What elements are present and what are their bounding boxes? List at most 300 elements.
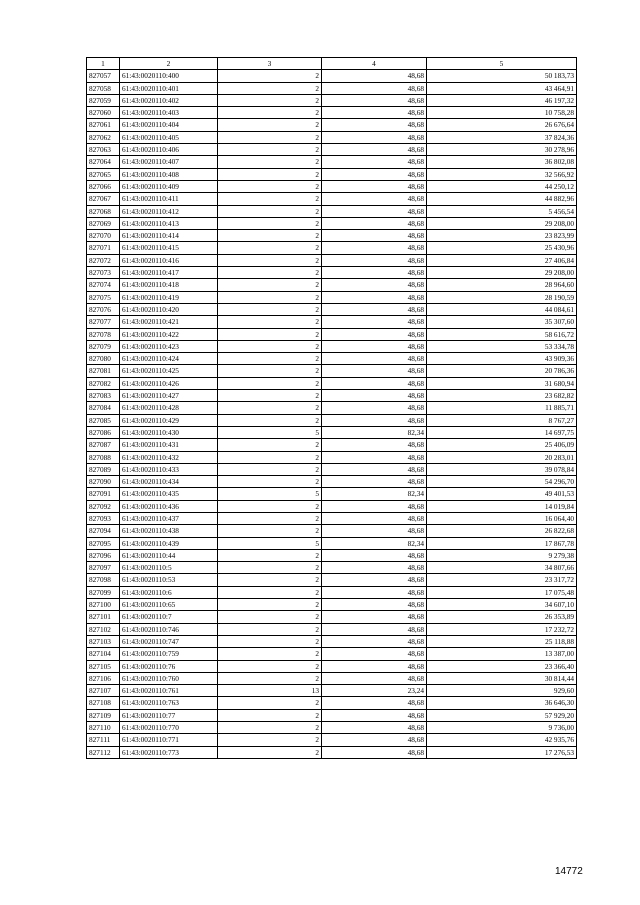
table-cell: 61:43:0020110:763: [120, 697, 218, 709]
table-cell: 31 680,94: [427, 377, 577, 389]
table-row: [87, 476, 577, 488]
table-cell: 48,68: [322, 131, 427, 143]
table-cell: 827110: [87, 722, 120, 734]
table-row: [87, 537, 577, 549]
table-cell: 17 075,48: [427, 586, 577, 598]
table-cell: 2: [218, 562, 322, 574]
table-cell: 30 278,96: [427, 144, 577, 156]
table-cell: 929,60: [427, 685, 577, 697]
table-cell: 61:43:0020110:425: [120, 365, 218, 377]
table-cell: 827107: [87, 685, 120, 697]
table-cell: 827111: [87, 734, 120, 746]
table-cell: 48,68: [322, 599, 427, 611]
table-cell: 43 464,91: [427, 82, 577, 94]
table-row: [87, 623, 577, 635]
table-cell: 827097: [87, 562, 120, 574]
table-cell: 827071: [87, 242, 120, 254]
table-cell: 61:43:0020110:432: [120, 451, 218, 463]
table-row: [87, 267, 577, 279]
table-cell: 48,68: [322, 439, 427, 451]
table-cell: 48,68: [322, 512, 427, 524]
table-row: [87, 414, 577, 426]
table-row: [87, 107, 577, 119]
table-cell: 48,68: [322, 254, 427, 266]
table-row: [87, 353, 577, 365]
table-cell: 2: [218, 611, 322, 623]
table-cell: 2: [218, 734, 322, 746]
table-cell: 25 406,09: [427, 439, 577, 451]
table-cell: 2: [218, 156, 322, 168]
table-cell: 2: [218, 660, 322, 672]
table-cell: 48,68: [322, 328, 427, 340]
table-cell: 37 824,36: [427, 131, 577, 143]
table-cell: 17 867,78: [427, 537, 577, 549]
table-cell: 827082: [87, 377, 120, 389]
table-cell: 2: [218, 94, 322, 106]
table-cell: 61:43:0020110:427: [120, 390, 218, 402]
table-cell: 827080: [87, 353, 120, 365]
table-cell: 2: [218, 242, 322, 254]
table-cell: 2: [218, 377, 322, 389]
table-cell: 61:43:0020110:414: [120, 230, 218, 242]
table-row: [87, 599, 577, 611]
table-cell: 48,68: [322, 463, 427, 475]
column-header-2: 2: [120, 58, 218, 70]
column-header-1: 1: [87, 58, 120, 70]
table-cell: 48,68: [322, 291, 427, 303]
table-cell: 2: [218, 217, 322, 229]
table-cell: 827074: [87, 279, 120, 291]
table-cell: 48,68: [322, 402, 427, 414]
table-cell: 61:43:0020110:418: [120, 279, 218, 291]
table-cell: 827061: [87, 119, 120, 131]
table-cell: 13: [218, 685, 322, 697]
table-row: [87, 574, 577, 586]
table-cell: 827088: [87, 451, 120, 463]
table-cell: 44 250,12: [427, 180, 577, 192]
table-cell: 61:43:0020110:435: [120, 488, 218, 500]
table-cell: 26 353,89: [427, 611, 577, 623]
table-row: [87, 70, 577, 82]
table-cell: 827102: [87, 623, 120, 635]
table-cell: 48,68: [322, 156, 427, 168]
table-cell: 48,68: [322, 635, 427, 647]
table-row: [87, 230, 577, 242]
table-cell: 5 456,54: [427, 205, 577, 217]
table-row: [87, 746, 577, 758]
table-cell: 827069: [87, 217, 120, 229]
table-row: [87, 180, 577, 192]
table-cell: 36 646,30: [427, 697, 577, 709]
table-cell: 827075: [87, 291, 120, 303]
table-row: [87, 340, 577, 352]
table-cell: 16 064,40: [427, 512, 577, 524]
table-cell: 61:43:0020110:401: [120, 82, 218, 94]
table-cell: 2: [218, 316, 322, 328]
table-row: [87, 525, 577, 537]
table-cell: 61:43:0020110:747: [120, 635, 218, 647]
table-cell: 61:43:0020110:5: [120, 562, 218, 574]
table-cell: 28 964,60: [427, 279, 577, 291]
table-cell: 61:43:0020110:7: [120, 611, 218, 623]
table-cell: 48,68: [322, 722, 427, 734]
table-cell: 48,68: [322, 377, 427, 389]
table-cell: 2: [218, 512, 322, 524]
table-row: [87, 242, 577, 254]
table-cell: 48,68: [322, 623, 427, 635]
table-row: [87, 94, 577, 106]
table-cell: 2: [218, 414, 322, 426]
table-cell: 25 118,88: [427, 635, 577, 647]
table-cell: 61:43:0020110:759: [120, 648, 218, 660]
table-cell: 46 197,32: [427, 94, 577, 106]
table-cell: 61:43:0020110:436: [120, 500, 218, 512]
table-cell: 2: [218, 205, 322, 217]
table-cell: 14 019,84: [427, 500, 577, 512]
table-row: [87, 562, 577, 574]
table-cell: 827064: [87, 156, 120, 168]
table-cell: 39 078,84: [427, 463, 577, 475]
table-row: [87, 635, 577, 647]
table-cell: 35 307,60: [427, 316, 577, 328]
table-cell: 61:43:0020110:413: [120, 217, 218, 229]
table-row: [87, 549, 577, 561]
table-cell: 827106: [87, 672, 120, 684]
table-cell: 8 767,27: [427, 414, 577, 426]
table-row: [87, 316, 577, 328]
page-number: 14772: [555, 866, 583, 877]
table-cell: 2: [218, 635, 322, 647]
table-cell: 2: [218, 267, 322, 279]
table-cell: 827081: [87, 365, 120, 377]
table-cell: 61:43:0020110:76: [120, 660, 218, 672]
table-row: [87, 205, 577, 217]
table-cell: 2: [218, 574, 322, 586]
table-cell: 827092: [87, 500, 120, 512]
table-cell: 50 183,73: [427, 70, 577, 82]
table-row: [87, 611, 577, 623]
table-cell: 9 279,38: [427, 549, 577, 561]
table-cell: 2: [218, 648, 322, 660]
table-cell: 61:43:0020110:423: [120, 340, 218, 352]
table-cell: 827058: [87, 82, 120, 94]
table-row: [87, 144, 577, 156]
table-cell: 61:43:0020110:746: [120, 623, 218, 635]
table-row: [87, 648, 577, 660]
table-cell: 61:43:0020110:6: [120, 586, 218, 598]
table-cell: 20 283,01: [427, 451, 577, 463]
table-cell: 48,68: [322, 476, 427, 488]
table-cell: 2: [218, 107, 322, 119]
table-cell: 827086: [87, 426, 120, 438]
table-cell: 827078: [87, 328, 120, 340]
table-cell: 827100: [87, 599, 120, 611]
table-cell: 23 317,72: [427, 574, 577, 586]
table-cell: 2: [218, 476, 322, 488]
table-cell: 61:43:0020110:411: [120, 193, 218, 205]
table-cell: 48,68: [322, 107, 427, 119]
table-cell: 5: [218, 488, 322, 500]
table-cell: 61:43:0020110:416: [120, 254, 218, 266]
table-row: [87, 82, 577, 94]
table-cell: 2: [218, 697, 322, 709]
table-cell: 61:43:0020110:403: [120, 107, 218, 119]
table-row: [87, 131, 577, 143]
table-cell: 54 296,70: [427, 476, 577, 488]
table-cell: 2: [218, 230, 322, 242]
table-cell: 827076: [87, 303, 120, 315]
table-cell: 2: [218, 82, 322, 94]
table-cell: 827067: [87, 193, 120, 205]
table-cell: 48,68: [322, 451, 427, 463]
table-cell: 48,68: [322, 340, 427, 352]
table-row: [87, 254, 577, 266]
table-cell: 61:43:0020110:437: [120, 512, 218, 524]
table-cell: 2: [218, 291, 322, 303]
table-cell: 2: [218, 439, 322, 451]
table-cell: 48,68: [322, 549, 427, 561]
table-cell: 61:43:0020110:771: [120, 734, 218, 746]
table-cell: 44 084,61: [427, 303, 577, 315]
table-cell: 827108: [87, 697, 120, 709]
table-cell: 61:43:0020110:406: [120, 144, 218, 156]
table-cell: 2: [218, 463, 322, 475]
table-cell: 13 387,00: [427, 648, 577, 660]
table-cell: 2: [218, 279, 322, 291]
table-row: [87, 156, 577, 168]
table-row: [87, 279, 577, 291]
table-cell: 48,68: [322, 574, 427, 586]
table-cell: 82,34: [322, 537, 427, 549]
table-cell: 827062: [87, 131, 120, 143]
table-cell: 34 807,66: [427, 562, 577, 574]
table-cell: 48,68: [322, 316, 427, 328]
table-row: [87, 328, 577, 340]
table-cell: 2: [218, 303, 322, 315]
table-row: [87, 193, 577, 205]
table-row: [87, 217, 577, 229]
table-row: [87, 365, 577, 377]
table-cell: 2: [218, 70, 322, 82]
table-cell: 61:43:0020110:412: [120, 205, 218, 217]
table-cell: 48,68: [322, 193, 427, 205]
table-cell: 48,68: [322, 525, 427, 537]
table-cell: 827103: [87, 635, 120, 647]
table-row: [87, 303, 577, 315]
table-cell: 61:43:0020110:433: [120, 463, 218, 475]
table-cell: 30 814,44: [427, 672, 577, 684]
table-cell: 827084: [87, 402, 120, 414]
table-row: [87, 402, 577, 414]
table-cell: 23 682,82: [427, 390, 577, 402]
table-cell: 48,68: [322, 94, 427, 106]
table-row: [87, 586, 577, 598]
table-cell: 2: [218, 180, 322, 192]
table-cell: 48,68: [322, 500, 427, 512]
column-header-5: 5: [427, 58, 577, 70]
table-cell: 61:43:0020110:422: [120, 328, 218, 340]
table-cell: 2: [218, 119, 322, 131]
table-row: [87, 709, 577, 721]
table-cell: 48,68: [322, 119, 427, 131]
table-cell: 827072: [87, 254, 120, 266]
table-cell: 42 935,76: [427, 734, 577, 746]
table-cell: 2: [218, 131, 322, 143]
table-cell: 10 758,28: [427, 107, 577, 119]
table-cell: 34 607,10: [427, 599, 577, 611]
table-cell: 48,68: [322, 562, 427, 574]
table-cell: 61:43:0020110:44: [120, 549, 218, 561]
table-cell: 61:43:0020110:77: [120, 709, 218, 721]
table-cell: 2: [218, 549, 322, 561]
table-cell: 61:43:0020110:430: [120, 426, 218, 438]
table-cell: 827104: [87, 648, 120, 660]
table-row: [87, 660, 577, 672]
table-cell: 2: [218, 402, 322, 414]
column-header-3: 3: [218, 58, 322, 70]
table-cell: 48,68: [322, 390, 427, 402]
table-cell: 48,68: [322, 414, 427, 426]
table-row: [87, 291, 577, 303]
table-cell: 48,68: [322, 672, 427, 684]
table-cell: 61:43:0020110:428: [120, 402, 218, 414]
table-cell: 61:43:0020110:417: [120, 267, 218, 279]
table-cell: 827096: [87, 549, 120, 561]
table-row: [87, 426, 577, 438]
table-cell: 827094: [87, 525, 120, 537]
table-cell: 827093: [87, 512, 120, 524]
table-cell: 57 929,20: [427, 709, 577, 721]
table-row: [87, 722, 577, 734]
table-cell: 48,68: [322, 144, 427, 156]
table-row: [87, 512, 577, 524]
data-table: [86, 57, 577, 759]
table-cell: 36 802,08: [427, 156, 577, 168]
table-cell: 53 334,78: [427, 340, 577, 352]
table-cell: 48,68: [322, 230, 427, 242]
table-cell: 827089: [87, 463, 120, 475]
table-cell: 48,68: [322, 697, 427, 709]
table-cell: 20 786,36: [427, 365, 577, 377]
table-cell: 25 430,96: [427, 242, 577, 254]
table-row: [87, 119, 577, 131]
table-cell: 827060: [87, 107, 120, 119]
table-cell: 48,68: [322, 734, 427, 746]
table-cell: 48,68: [322, 217, 427, 229]
table-row: [87, 500, 577, 512]
table-cell: 827059: [87, 94, 120, 106]
table-cell: 827091: [87, 488, 120, 500]
table-cell: 26 822,68: [427, 525, 577, 537]
table-cell: 48,68: [322, 586, 427, 598]
table-cell: 5: [218, 426, 322, 438]
table-row: [87, 463, 577, 475]
table-cell: 23 823,99: [427, 230, 577, 242]
table-cell: 2: [218, 722, 322, 734]
table-cell: 2: [218, 328, 322, 340]
column-header-4: 4: [322, 58, 427, 70]
table-cell: 2: [218, 254, 322, 266]
table-cell: 32 566,92: [427, 168, 577, 180]
table-cell: 48,68: [322, 205, 427, 217]
table-cell: 29 208,00: [427, 217, 577, 229]
table-cell: 28 190,59: [427, 291, 577, 303]
table-cell: 2: [218, 672, 322, 684]
table-cell: 2: [218, 144, 322, 156]
table-cell: 827063: [87, 144, 120, 156]
table-cell: 61:43:0020110:421: [120, 316, 218, 328]
table-cell: 827077: [87, 316, 120, 328]
table-cell: 61:43:0020110:409: [120, 180, 218, 192]
table-cell: 61:43:0020110:760: [120, 672, 218, 684]
table-cell: 827066: [87, 180, 120, 192]
table-cell: 827109: [87, 709, 120, 721]
table-cell: 2: [218, 586, 322, 598]
table-cell: 827099: [87, 586, 120, 598]
table-cell: 827057: [87, 70, 120, 82]
table-cell: 11 885,71: [427, 402, 577, 414]
table-row: [87, 488, 577, 500]
table-cell: 23,24: [322, 685, 427, 697]
table-cell: 827095: [87, 537, 120, 549]
table-cell: 48,68: [322, 267, 427, 279]
table-cell: 827090: [87, 476, 120, 488]
table-cell: 61:43:0020110:404: [120, 119, 218, 131]
table-cell: 61:43:0020110:773: [120, 746, 218, 758]
table-cell: 48,68: [322, 648, 427, 660]
table-cell: 29 208,00: [427, 267, 577, 279]
table-cell: 17 232,72: [427, 623, 577, 635]
table-cell: 827065: [87, 168, 120, 180]
table-cell: 82,34: [322, 426, 427, 438]
table-cell: 2: [218, 599, 322, 611]
table-row: [87, 168, 577, 180]
table-cell: 61:43:0020110:402: [120, 94, 218, 106]
table-cell: 827085: [87, 414, 120, 426]
table-cell: 2: [218, 451, 322, 463]
table-cell: 82,34: [322, 488, 427, 500]
table-cell: 61:43:0020110:408: [120, 168, 218, 180]
table-cell: 61:43:0020110:431: [120, 439, 218, 451]
table-cell: 61:43:0020110:407: [120, 156, 218, 168]
table-cell: 43 909,36: [427, 353, 577, 365]
table-cell: 48,68: [322, 303, 427, 315]
table-row: [87, 697, 577, 709]
table-cell: 827079: [87, 340, 120, 352]
table-row: [87, 672, 577, 684]
table-cell: 14 697,75: [427, 426, 577, 438]
table-cell: 827073: [87, 267, 120, 279]
table-cell: 2: [218, 340, 322, 352]
table-cell: 58 616,72: [427, 328, 577, 340]
table-cell: 2: [218, 525, 322, 537]
table-cell: 44 882,96: [427, 193, 577, 205]
table-cell: 61:43:0020110:53: [120, 574, 218, 586]
table-cell: 61:43:0020110:424: [120, 353, 218, 365]
table-cell: 48,68: [322, 180, 427, 192]
table-cell: 9 736,00: [427, 722, 577, 734]
table-cell: 827070: [87, 230, 120, 242]
table-cell: 827098: [87, 574, 120, 586]
table-row: [87, 439, 577, 451]
table-cell: 61:43:0020110:400: [120, 70, 218, 82]
table-row: [87, 734, 577, 746]
table-cell: 61:43:0020110:434: [120, 476, 218, 488]
table-cell: 61:43:0020110:419: [120, 291, 218, 303]
table-cell: 827087: [87, 439, 120, 451]
table-cell: 5: [218, 537, 322, 549]
table-cell: 2: [218, 390, 322, 402]
